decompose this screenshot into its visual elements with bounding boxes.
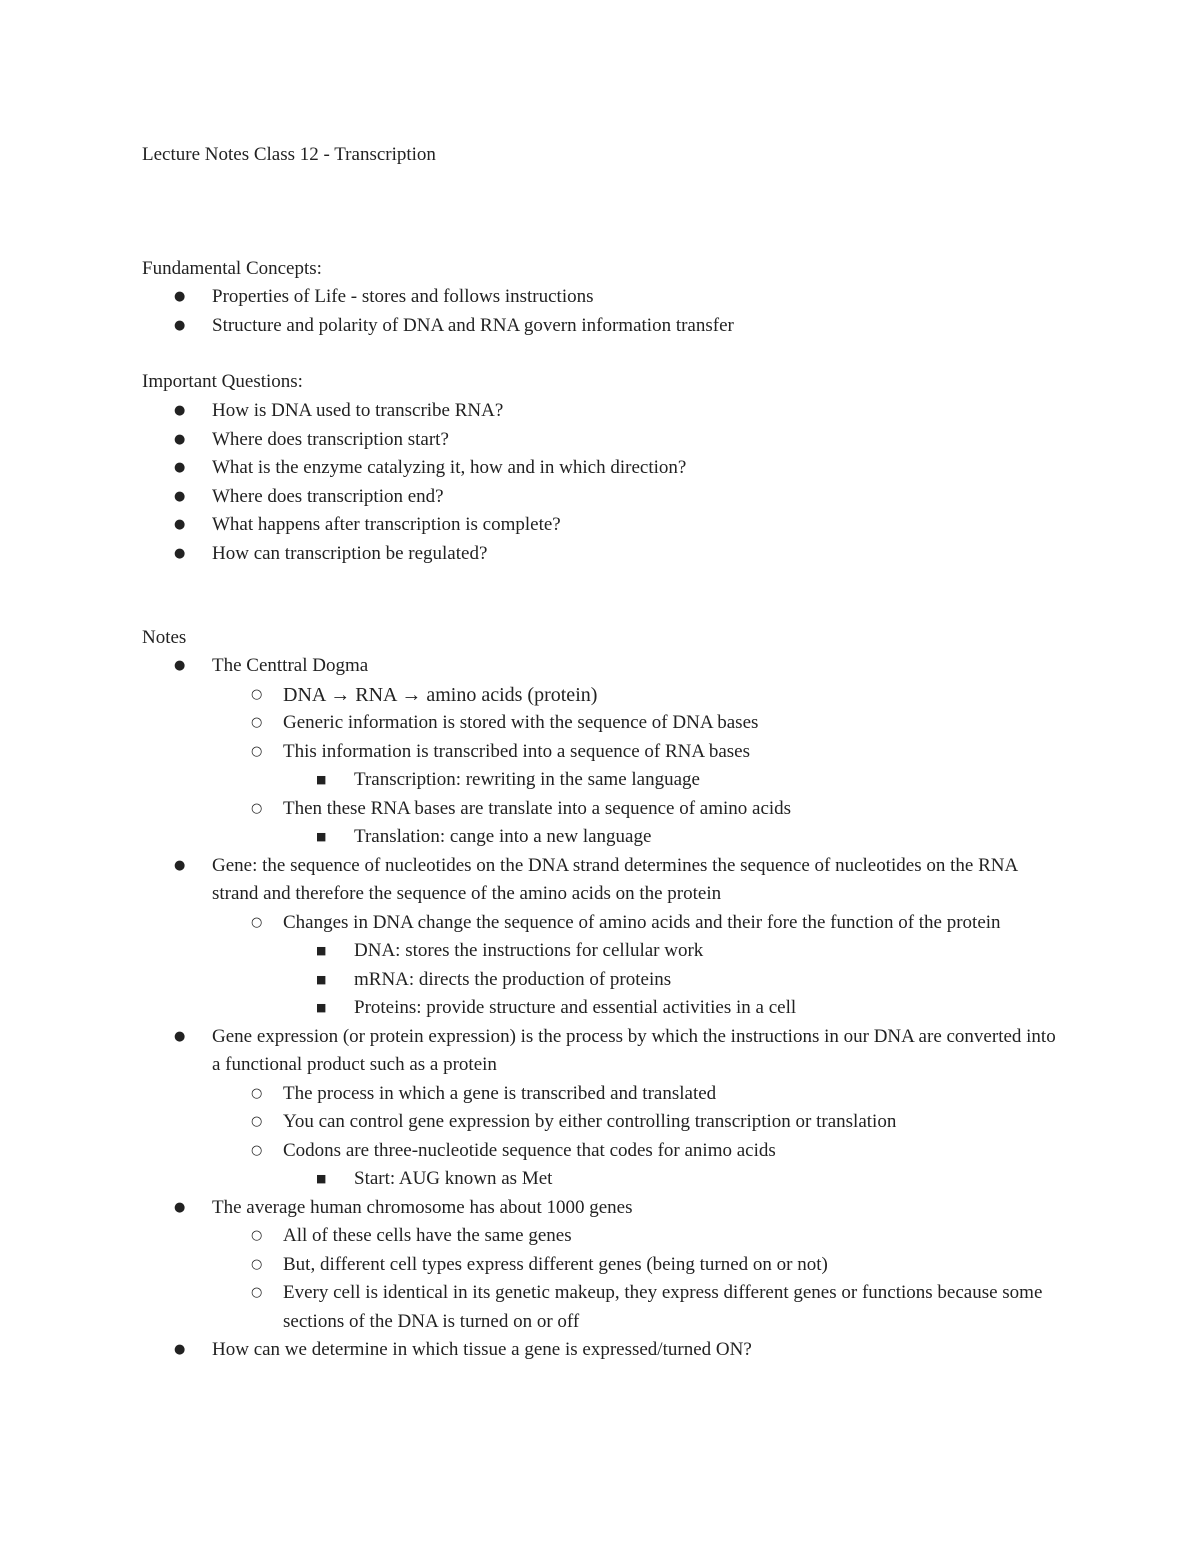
list-item: ● Gene: the sequence of nucleotides on the DNA strand determines the sequence of nucleotides on the RNA strand and therefore the sequence of the amino acids on the protein ○ Changes in DNA change the sequence of amino acids and their fore the function of the protein ■ DNA: stores the instructions for cellular work ■ mRNA: directs the production of proteins ■ Proteins: provide structure and essential activities in a cell [142,852,1062,1023]
hollow-circle-bullet-icon: ○ [251,800,263,816]
list-item: ● Structure and polarity of DNA and RNA govern information transfer [142,312,1062,341]
list-item: ○ Changes in DNA change the sequence of amino acids and their fore the function of the protein ■ DNA: stores the instructions for cellular work ■ mRNA: directs the production of proteins ■ Proteins: provide structure and essential activities in a cell [212,909,1062,1023]
central-dogma-flow: DNA → RNA → amino acids (protein) [283,683,598,706]
filled-circle-bullet-icon: ● [174,289,186,304]
filled-circle-bullet-icon: ● [174,431,186,447]
notes-heading: Notes [142,627,187,648]
list-item: ○ Every cell is identical in its genetic makeup, they express different genes or functions because some sections of the DNA is turned on or off [212,1279,1062,1336]
list-item: ● Gene expression (or protein expression) is the process by which the instructions in our DNA are converted into a functional product such as a protein ○ The process in which a gene is transcribed and translated ○ You can control gene expression by either controlling transcription or translation ○ Codons are three-nucleotide sequence that codes for animo acids ■ Start: AUG known as Met [142,1023,1062,1194]
filled-square-bullet-icon: ■ [316,773,327,786]
filled-square-bullet-icon: ■ [316,944,327,957]
list-item: ○ The process in which a gene is transcribed and translated [212,1080,1062,1109]
hollow-circle-bullet-icon: ○ [251,1228,263,1243]
list-item: ○ All of these cells have the same genes [212,1222,1062,1251]
filled-circle-bullet-icon: ● [174,403,186,418]
filled-square-bullet-icon: ■ [316,1001,327,1014]
filled-circle-bullet-icon: ● [174,517,186,532]
filled-circle-bullet-icon: ● [174,658,186,673]
fundamental-concepts-heading: Fundamental Concepts: [142,258,322,279]
filled-circle-bullet-icon: ● [174,545,186,561]
list-item: ● Where does transcription start? [142,426,1062,455]
list-item: ● Properties of Life - stores and follows instructions [142,283,1062,312]
list-item: ● How can we determine in which tissue a gene is expressed/turned ON? [142,1336,1062,1365]
filled-square-bullet-icon: ■ [316,830,327,843]
list-item: ■ mRNA: directs the production of proteins [283,966,1062,995]
hollow-circle-bullet-icon: ○ [251,686,263,702]
filled-circle-bullet-icon: ● [174,1342,186,1357]
hollow-circle-bullet-icon: ○ [251,1085,263,1101]
list-item: ● How is DNA used to transcribe RNA? [142,397,1062,426]
filled-circle-bullet-icon: ● [174,460,186,475]
list-item: ● The Centtral Dogma ○ DNA → RNA → amino acids (protein) ○ Generic information is stored with the sequence of DNA bases ○ This information is transcribed into a sequence of RNA bases ■ Transcription: rewriting in the same language ○ Then these RNA bases are translate into a sequence of amino acids ■ Translation: cange into a new language [142,652,1062,852]
list-item: ■ DNA: stores the instructions for cellular work [283,937,1062,966]
list-item [212,681,1062,710]
list-item: ■ Start: AUG known as Met [283,1165,1062,1194]
hollow-circle-bullet-icon: ○ [251,743,263,759]
filled-circle-bullet-icon: ● [174,1199,186,1215]
hollow-circle-bullet-icon: ○ [251,715,263,730]
list-item: ○ This information is transcribed into a sequence of RNA bases ■ Transcription: rewriting in the same language [212,738,1062,795]
list-item: ○ You can control gene expression by either controlling transcription or translation [212,1108,1062,1137]
list-item: ○ But, different cell types express different genes (being turned on or not) [212,1251,1062,1280]
filled-circle-bullet-icon: ● [174,1028,186,1044]
list-item: ● Where does transcription end? [142,483,1062,512]
filled-square-bullet-icon: ■ [316,972,327,986]
list-item: ● What is the enzyme catalyzing it, how and in which direction? [142,454,1062,483]
list-item: ○ Codons are three-nucleotide sequence that codes for animo acids ■ Start: AUG known as Met [212,1137,1062,1194]
list-item: ● The average human chromosome has about 1000 genes ○ All of these cells have the same genes ○ But, different cell types express different genes (being turned on or not) ○ Every cell is identical in its genetic makeup, they express different genes or functions because some sections of the DNA is turned on or off [142,1194,1062,1337]
list-item: ■ Proteins: provide structure and essential activities in a cell [283,994,1062,1023]
filled-circle-bullet-icon: ● [174,317,186,333]
list-item: ■ Transcription: rewriting in the same language [283,766,1062,795]
hollow-circle-bullet-icon: ○ [251,1256,263,1272]
important-questions-list [142,397,1062,568]
filled-circle-bullet-icon: ● [174,857,186,873]
important-questions-heading: Important Questions: [142,371,303,392]
list-item: ● How can transcription be regulated? [142,540,1062,569]
document-title: Lecture Notes Class 12 - Transcription [142,144,436,165]
list-item: ○ Generic information is stored with the sequence of DNA bases [212,709,1062,738]
filled-square-bullet-icon: ■ [316,1172,327,1185]
fundamental-concepts-list [142,283,1062,340]
notes-list [142,652,1062,1365]
list-item: ■ Translation: cange into a new language [283,823,1062,852]
list-item: ○ Then these RNA bases are translate into a sequence of amino acids ■ Translation: cange into a new language [212,795,1062,852]
hollow-circle-bullet-icon: ○ [251,914,263,930]
filled-circle-bullet-icon: ● [174,488,186,504]
list-item: ● What happens after transcription is complete? [142,511,1062,540]
hollow-circle-bullet-icon: ○ [251,1114,263,1129]
hollow-circle-bullet-icon: ○ [251,1285,263,1300]
hollow-circle-bullet-icon: ○ [251,1142,263,1158]
